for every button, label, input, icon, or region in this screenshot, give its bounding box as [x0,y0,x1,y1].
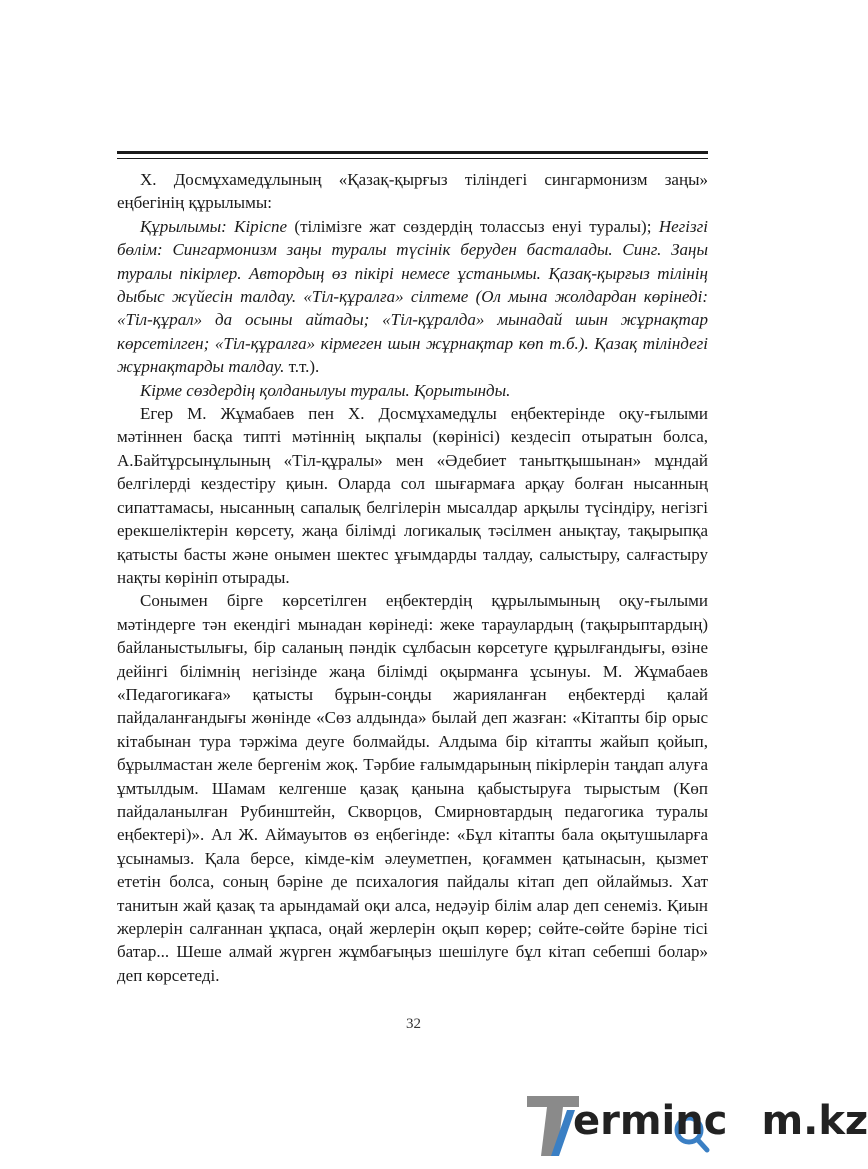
page-number: 32 [406,1016,421,1032]
logo-text-tail: c m.kz [703,1098,868,1144]
paragraph-4 [117,402,708,589]
header-rule-thick [117,151,708,154]
paragraph-5-text: Сонымен бірге көрсетілген еңбектердің құрылымының оқу-ғылыми мәтіндерге тән екендігі мынадан көрінеді: жеке тараулардың (тақырыптардың) байланыстылығы, бір саланың пәндік сұлбасын көрсетуге құрылғандығы, өзіне дейінгі білімнің негізінде жаңа білімді оқырманға ұсынуы. М. Жұмабаев «Педагогикаға» қатысты бұрын-соңды жарияланған еңбектерді қалай пайдаланғандығы жөнінде «Сөз алдында» былай деп жазған: «Кітапты бір орыс кітабынан тура тәржіма деуге болмайды. Алдыма бір кітапты жайып қойып, бұрылмастан желе бергенім жоқ. Тәрбие ғалымдарының пікірлерін таңдап алуға ұмтылдым. Шамам келгенше қазақ қанына қабыстыруға тырыстым (Көп пайдаланылған Рубинштейн, Скворцов, Смирновтардың педагогика туралы еңбектері)». Ал Ж. Аймауытов өз еңбегінде: «Бұл кітапты бала оқытушыларға ұсынамыз. Қала берсе, кімде-кім әлеуметпен, қоғаммен қатынасын, қызмет ететін болса, соның бәріне де психалогия пайдалы кітап деп ойлаймыз. Хат танитын жай қазақ та арындамай оқи алса, недәуір білім алар деп сенеміз. Қиын жерлерін салғаннан ұқпаса, оңай жерлерін оқып көрер; сөйте-сөйте бәріне тісі батар... Шеше алмай жүрген жұмбағыңыз шешілуге бұл кітап себепші болар» деп көрсетеді. [117,591,708,985]
structure-conclusion: Кірме сөздердің қолданылуы туралы. Қорытынды. [140,380,511,400]
structure-main-part: Негізгі бөлім: Сингармонизм заңы туралы түсінік беруден басталады. Синг. Заңы туралы пікірлер. Автордың өз пікірі немесе ұстанымы. Қазақ-қырғыз тілінің дыбыс жүйесін талдау. «Тіл-құралға» сілтеме (Ол мына жолдардан көрінеді: «Тіл-құрал» да осыны айтады; «Тіл-құралда» мынадай шын жұрнақтар көрсетілген; «Тіл-құралға» кірмеген шын жұрнақтар көп т.б.). Қазақ тіліндегі жұрнақтарды талдау. [117,216,709,377]
termincom-logo [527,1090,868,1160]
paragraph-1 [117,168,708,215]
paragraph-2 [117,215,708,379]
page-body [117,168,708,987]
paragraph-4-text: Егер М. Жұмабаев пен Х. Досмұхамедұлы еңбектерінде оқу-ғылыми мәтіннен басқа типті мәтіннің ықпалы (көрінісі) кездесіп отыратын болса, А.Байтұрсынұлының «Тіл-құралы» мен «Әдебиет танытқышынан» мұндай белгілерді кездестіру қиын. Оларда сол шығармаға арқау болған нысанның сипаттамасы, нысанның сапалық белгілерін мысалдар арқылы түсіндіру, негізгі ерекшеліктерін көрсету, жаңа білімді логикалық тәсілмен анықтау, тақырыпқа қатысты басты және онымен шектес ұғымдарды талдау, салыстыру, салғастыру нақты көрініп отырады. [117,404,708,587]
structure-etc: т.т.). [284,357,320,377]
logo-text: ermin [573,1098,704,1144]
structure-intro-label: Құрылымы: Кіріспе [140,216,287,236]
paragraph-3 [117,379,708,402]
paragraph-5 [117,589,708,987]
paragraph-1-text: Х. Досмұхамедұлының «Қазақ-қырғыз тіліндегі сингармонизм заңы» еңбегінің құрылымы: [117,170,708,213]
header-rule-thin [117,158,708,159]
structure-intro-note: (тілімізге жат сөздердің толассыз енуі туралы); [287,216,659,236]
